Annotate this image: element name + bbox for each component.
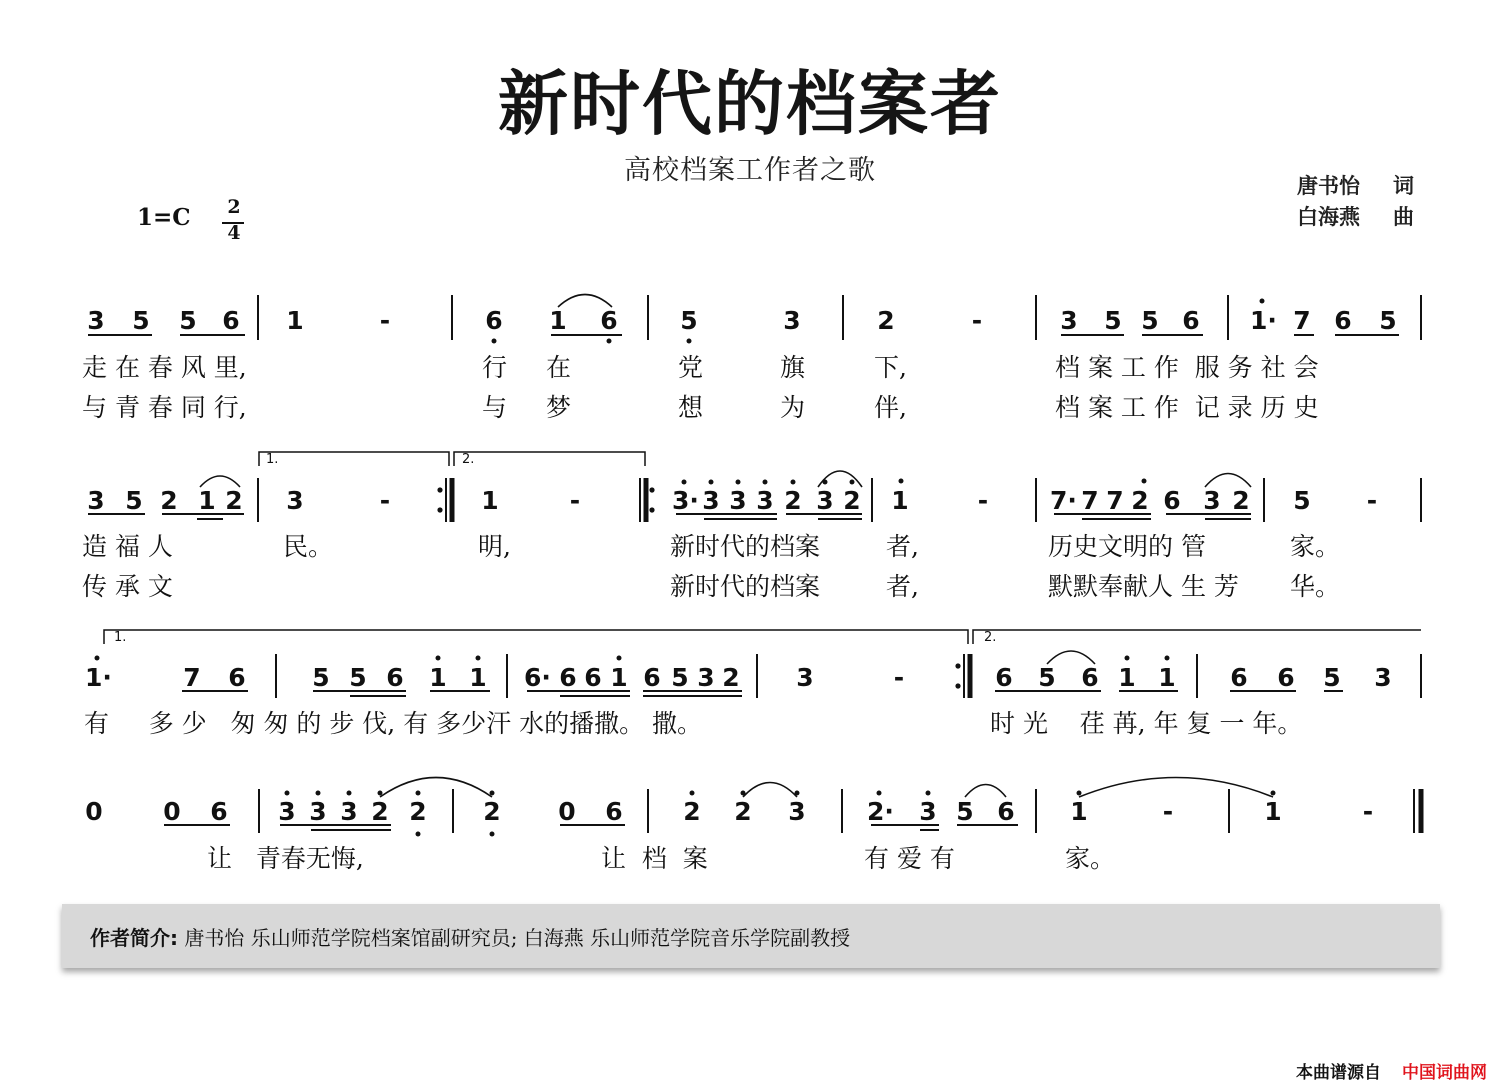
row4-octave-dots <box>285 791 1276 837</box>
volta-label: 2. <box>462 452 475 467</box>
composer-name: 白海燕 <box>1297 205 1360 229</box>
lyric-verse-2: 为 <box>780 393 806 422</box>
note: 1 <box>429 663 447 692</box>
lyric-verse-1: 民。 <box>283 532 334 561</box>
note: 2 <box>371 797 389 826</box>
note: 5 <box>132 306 150 335</box>
note: - <box>893 663 905 692</box>
note: 6 <box>605 797 623 826</box>
note: 3 <box>87 486 105 515</box>
note: 6 <box>1334 306 1352 335</box>
note: 5 <box>1323 663 1341 692</box>
row2-repeat-dots <box>437 487 654 512</box>
source-site-link[interactable]: 中国词曲网 <box>1402 1063 1487 1083</box>
note: 3· <box>672 486 699 515</box>
lyric-verse-1: 造 福 人 <box>82 532 173 561</box>
lyricist-role: 词 <box>1393 174 1414 198</box>
row4-slurs <box>380 778 1273 798</box>
lyric-verse-2: 华。 <box>1290 572 1341 601</box>
note: 3 <box>1060 306 1078 335</box>
note: 5 <box>1379 306 1397 335</box>
note: 3 <box>1374 663 1392 692</box>
row3-octave-dots <box>95 656 1170 661</box>
note: 5 <box>1104 306 1122 335</box>
note: 3 <box>919 797 937 826</box>
note: 1 <box>286 306 304 335</box>
note: 1 <box>1070 797 1088 826</box>
note: 2 <box>722 663 740 692</box>
note: 5 <box>1293 486 1311 515</box>
lyric-verse-1: 新时代的档案 <box>670 532 821 561</box>
lyric-verse-1: 在 <box>546 353 572 382</box>
note: 3 <box>729 486 747 515</box>
note: 1· <box>1250 306 1277 335</box>
note: 6 <box>997 797 1015 826</box>
note: 1 <box>549 306 567 335</box>
note: 6 <box>584 663 602 692</box>
note: 3 <box>278 797 296 826</box>
note: - <box>1162 797 1174 826</box>
lyric-verse-1: 旗 <box>780 353 806 382</box>
lyric-verse-2: 档 案 工 作 记 录 历 史 <box>1055 393 1319 422</box>
note: 3 <box>1203 486 1221 515</box>
note: 3 <box>309 797 327 826</box>
lyric-verse-1: 历史文明的 管 <box>1048 532 1206 561</box>
note: 2 <box>160 486 178 515</box>
row3-repeat-dots <box>955 663 960 688</box>
note: 6 <box>643 663 661 692</box>
note: 6 <box>228 663 246 692</box>
note: 1 <box>1118 663 1136 692</box>
note: 1 <box>891 486 909 515</box>
lyric-verse-1: 有 爱 有 <box>864 844 955 873</box>
note: 7 <box>183 663 201 692</box>
note: - <box>977 486 989 515</box>
note: 1· <box>85 663 112 692</box>
note: - <box>1362 797 1374 826</box>
note: 6 <box>1081 663 1099 692</box>
lyric-verse-2: 默默奉献人 生 芳 <box>1048 572 1239 601</box>
volta-label: 1. <box>266 452 279 467</box>
volta-label: 2. <box>984 630 997 645</box>
note: 3 <box>796 663 814 692</box>
note: 1 <box>610 663 628 692</box>
note: 3 <box>783 306 801 335</box>
source-label: 本曲谱源自 <box>1296 1063 1381 1083</box>
note: 6 <box>600 306 618 335</box>
note: 7· <box>1050 486 1077 515</box>
note: 7 <box>1293 306 1311 335</box>
note: 7 <box>1081 486 1099 515</box>
lyric-verse-1: 让 青春无悔, <box>207 844 364 873</box>
note: 2 <box>1232 486 1250 515</box>
lyric-verse-2: 与 <box>482 393 508 422</box>
note: 0 <box>558 797 576 826</box>
note: - <box>379 306 391 335</box>
note: 1 <box>198 486 216 515</box>
lyric-verse-2: 伴, <box>874 393 907 422</box>
note: 5 <box>1141 306 1159 335</box>
lyric-verse-2: 者, <box>886 572 919 601</box>
note: 5 <box>125 486 143 515</box>
note: 2 <box>1131 486 1149 515</box>
note: 6 <box>559 663 577 692</box>
lyric-verse-2: 与 青 春 同 行, <box>82 393 247 422</box>
note: 2 <box>877 306 895 335</box>
note: 3 <box>702 486 720 515</box>
note: 3 <box>756 486 774 515</box>
lyric-verse-1: 者, <box>886 532 919 561</box>
lyric-verse-1: 行 <box>482 353 508 382</box>
note: 1 <box>469 663 487 692</box>
key-signature: 1=C <box>137 204 191 231</box>
lyricist-name: 唐书怡 <box>1297 174 1360 198</box>
note: 5 <box>179 306 197 335</box>
lyric-verse-1: 让 档 案 <box>601 844 708 873</box>
note: 6 <box>1182 306 1200 335</box>
row2-slurs <box>200 471 1251 487</box>
note: 3 <box>286 486 304 515</box>
lyric-verse-1: 档 案 工 作 服 务 社 会 <box>1055 353 1319 382</box>
lyric-verse-1: 党 <box>678 353 704 382</box>
author-bio-label: 作者简介: <box>90 926 178 950</box>
note: 3 <box>87 306 105 335</box>
note: 3 <box>340 797 358 826</box>
note: 5 <box>671 663 689 692</box>
note: - <box>971 306 983 335</box>
note: 0 <box>163 797 181 826</box>
lyric-verse-1: 有 多 少 匆 匆 的 步 伐, 有 多少汗 水的播撒。 撒。 <box>84 709 703 738</box>
song-subtitle: 高校档案工作者之歌 <box>624 155 876 186</box>
note: 5 <box>1038 663 1056 692</box>
lyric-verse-1: 下, <box>874 353 907 382</box>
note: 2 <box>409 797 427 826</box>
note: 6 <box>995 663 1013 692</box>
note: 5 <box>312 663 330 692</box>
note: 1 <box>1264 797 1282 826</box>
row2-octave-dots <box>682 479 1147 485</box>
note: - <box>569 486 581 515</box>
note: 2 <box>225 486 243 515</box>
time-signature-top: 2 <box>227 196 241 218</box>
note: - <box>379 486 391 515</box>
lyric-verse-2: 新时代的档案 <box>670 572 821 601</box>
note: 6 <box>1277 663 1295 692</box>
note: 2 <box>683 797 701 826</box>
note: 7 <box>1106 486 1124 515</box>
composer-role: 曲 <box>1393 205 1414 229</box>
lyric-verse-2: 传 承 文 <box>82 572 173 601</box>
note: 6 <box>386 663 404 692</box>
note: 5 <box>956 797 974 826</box>
lyric-verse-1: 家。 <box>1065 844 1116 873</box>
lyric-verse-1: 明, <box>478 532 511 561</box>
lyric-verse-1: 走 在 春 风 里, <box>82 353 247 382</box>
note: 2· <box>867 797 894 826</box>
volta-label: 1. <box>114 630 127 645</box>
note: 6 <box>210 797 228 826</box>
lyric-verse-2: 想 <box>678 393 704 422</box>
note: 1 <box>481 486 499 515</box>
lyric-verse-1: 家。 <box>1290 532 1341 561</box>
lyric-verse-2: 梦 <box>546 393 572 422</box>
row3-voltas <box>104 630 1421 644</box>
time-signature-bottom: 4 <box>227 222 241 244</box>
song-title: 新时代的档案者 <box>498 62 1002 145</box>
note: 3 <box>788 797 806 826</box>
note: 1 <box>1158 663 1176 692</box>
note: 2 <box>734 797 752 826</box>
note: 6 <box>485 306 503 335</box>
row1-barlines <box>258 295 1421 340</box>
note: - <box>1366 486 1378 515</box>
note: 6 <box>1163 486 1181 515</box>
note: 6 <box>1230 663 1248 692</box>
lyric-verse-1: 时 光 荏 苒, 年 复 一 年。 <box>990 709 1303 738</box>
note: 2 <box>784 486 802 515</box>
author-bio <box>90 922 850 951</box>
note: 6· <box>524 663 551 692</box>
note: 6 <box>222 306 240 335</box>
note: 5 <box>349 663 367 692</box>
note: 3 <box>816 486 834 515</box>
note: 2 <box>483 797 501 826</box>
note: 5 <box>680 306 698 335</box>
note: 2 <box>843 486 861 515</box>
note: 0 <box>85 797 103 826</box>
row2-voltas <box>259 452 645 466</box>
author-bio-text: 唐书怡 乐山师范学院档案馆副研究员; 白海燕 乐山师范学院音乐学院副教授 <box>184 926 851 950</box>
row4-barlines <box>259 789 1421 833</box>
note: 3 <box>697 663 715 692</box>
